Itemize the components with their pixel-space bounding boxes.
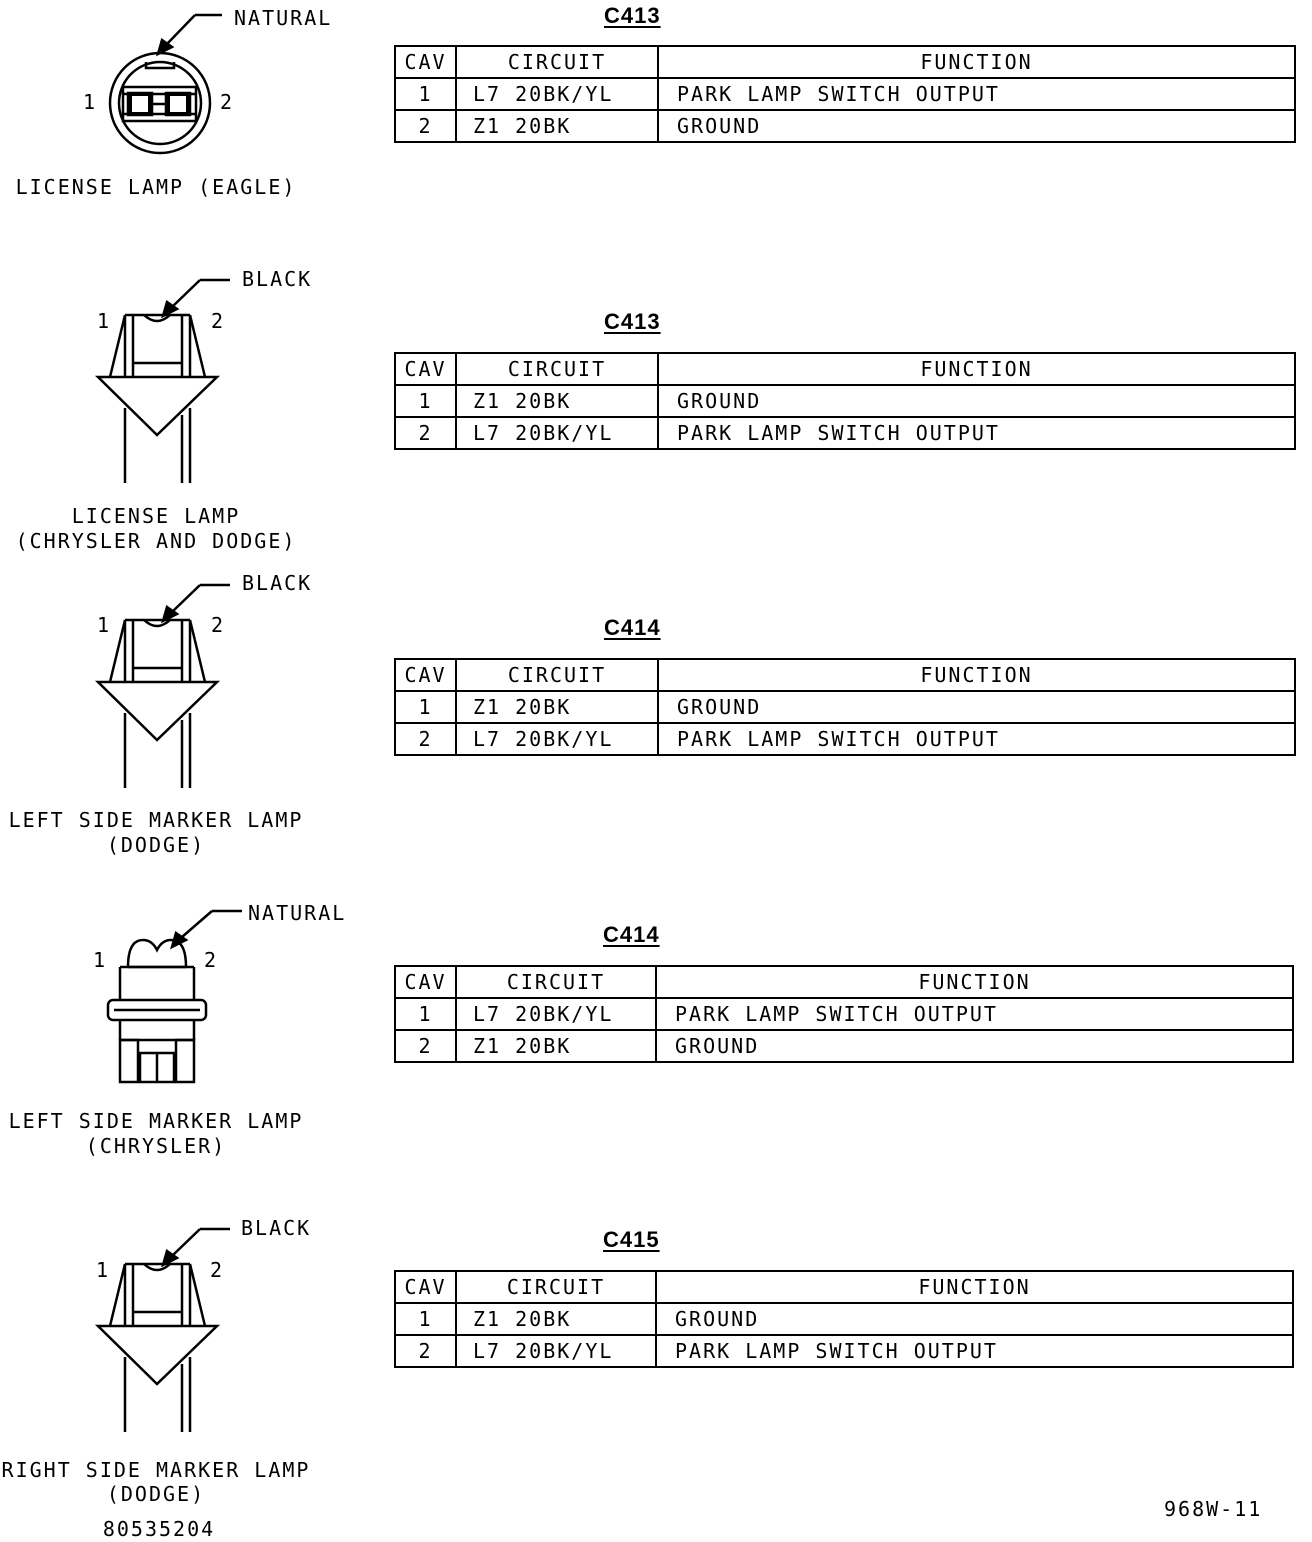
circuit-header: CIRCUIT [456,1271,656,1303]
color-label: NATURAL [248,901,347,925]
pin-label-2: 2 [211,309,226,333]
color-label: BLACK [242,267,313,291]
circuit-cell: Z1 20BK [456,691,658,723]
function-cell: GROUND [658,691,1295,723]
function-cell: PARK LAMP SWITCH OUTPUT [656,998,1293,1030]
pin-label-2: 2 [211,613,226,637]
circuit-cell: Z1 20BK [456,110,658,142]
connector-caption: LICENSE LAMP (EAGLE) [15,175,297,199]
function-cell: PARK LAMP SWITCH OUTPUT [658,723,1295,755]
arrow-lamp-connector-icon [0,1214,360,1444]
arrow-lamp-connector-icon [0,570,360,800]
pin-label-1: 1 [97,613,112,637]
circuit-header: CIRCUIT [456,659,658,691]
connector-caption: (DODGE) [106,1482,206,1506]
arrow-lamp-connector-icon [0,265,360,495]
cav-header: CAV [395,966,456,998]
pin-label-2: 2 [210,1258,225,1282]
cav-header: CAV [395,46,456,78]
table-row [395,78,1295,110]
part-number: 80535204 [102,1517,216,1541]
table-header-row [395,46,1295,78]
connector-id: C414 [603,922,660,947]
function-cell: PARK LAMP SWITCH OUTPUT [658,78,1295,110]
circuit-cell: L7 20BK/YL [456,998,656,1030]
pin-label-1: 1 [83,90,98,114]
table-row [395,385,1295,417]
cav-cell: 2 [395,417,456,449]
function-cell: GROUND [658,385,1295,417]
cav-header: CAV [395,353,456,385]
connector-id: C414 [604,615,661,640]
pinout-table [394,352,1296,450]
circuit-header: CIRCUIT [456,966,656,998]
circuit-cell: L7 20BK/YL [456,1335,656,1367]
pin-label-2: 2 [220,90,235,114]
pinout-table [394,658,1296,756]
connector-caption: (DODGE) [106,833,206,857]
pinout-table [394,965,1294,1063]
function-header: FUNCTION [658,353,1295,385]
pin-label-1: 1 [93,948,108,972]
function-cell: GROUND [658,110,1295,142]
cav-header: CAV [395,659,456,691]
cav-cell: 1 [395,998,456,1030]
circuit-cell: L7 20BK/YL [456,78,658,110]
color-label: BLACK [241,1216,312,1240]
circuit-cell: L7 20BK/YL [456,417,658,449]
function-cell: PARK LAMP SWITCH OUTPUT [658,417,1295,449]
bulb-socket-connector-icon [0,895,360,1095]
function-header: FUNCTION [656,1271,1293,1303]
cav-cell: 2 [395,1335,456,1367]
circuit-header: CIRCUIT [456,353,658,385]
color-label: NATURAL [234,6,333,30]
connector-id: C415 [603,1227,660,1252]
cav-cell: 1 [395,385,456,417]
connector-id: C413 [604,309,661,334]
function-header: FUNCTION [658,659,1295,691]
cav-cell: 2 [395,110,456,142]
table-row [395,417,1295,449]
pin-label-2: 2 [204,948,219,972]
cav-cell: 1 [395,1303,456,1335]
function-cell: GROUND [656,1030,1293,1062]
cav-header: CAV [395,1271,456,1303]
circuit-cell: Z1 20BK [456,1030,656,1062]
circuit-header: CIRCUIT [456,46,658,78]
color-label: BLACK [242,571,313,595]
table-row [395,998,1293,1030]
pinout-table [394,45,1296,143]
pin-label-1: 1 [97,309,112,333]
circuit-cell: Z1 20BK [456,385,658,417]
table-header-row [395,353,1295,385]
pin-label-1: 1 [96,1258,111,1282]
round-lamp-connector-icon [0,0,360,200]
figure-id: 968W-11 [1164,1497,1263,1521]
table-header-row [395,966,1293,998]
cav-cell: 2 [395,723,456,755]
connector-caption: RIGHT SIDE MARKER LAMP [1,1458,311,1482]
table-row [395,110,1295,142]
table-row [395,1030,1293,1062]
connector-caption: LEFT SIDE MARKER LAMP [8,808,304,832]
circuit-cell: L7 20BK/YL [456,723,658,755]
cav-cell: 1 [395,691,456,723]
pinout-table [394,1270,1294,1368]
table-row [395,1303,1293,1335]
connector-caption: LICENSE LAMP [71,504,241,528]
table-header-row [395,1271,1293,1303]
table-row [395,723,1295,755]
table-row [395,1335,1293,1367]
connector-caption: LEFT SIDE MARKER LAMP [8,1109,304,1133]
function-cell: GROUND [656,1303,1293,1335]
cav-cell: 2 [395,1030,456,1062]
connector-caption: (CHRYSLER AND DODGE) [15,529,297,553]
cav-cell: 1 [395,78,456,110]
function-header: FUNCTION [658,46,1295,78]
connector-id: C413 [604,3,661,28]
function-cell: PARK LAMP SWITCH OUTPUT [656,1335,1293,1367]
table-row [395,691,1295,723]
function-header: FUNCTION [656,966,1293,998]
circuit-cell: Z1 20BK [456,1303,656,1335]
connector-caption: (CHRYSLER) [85,1134,227,1158]
table-header-row [395,659,1295,691]
